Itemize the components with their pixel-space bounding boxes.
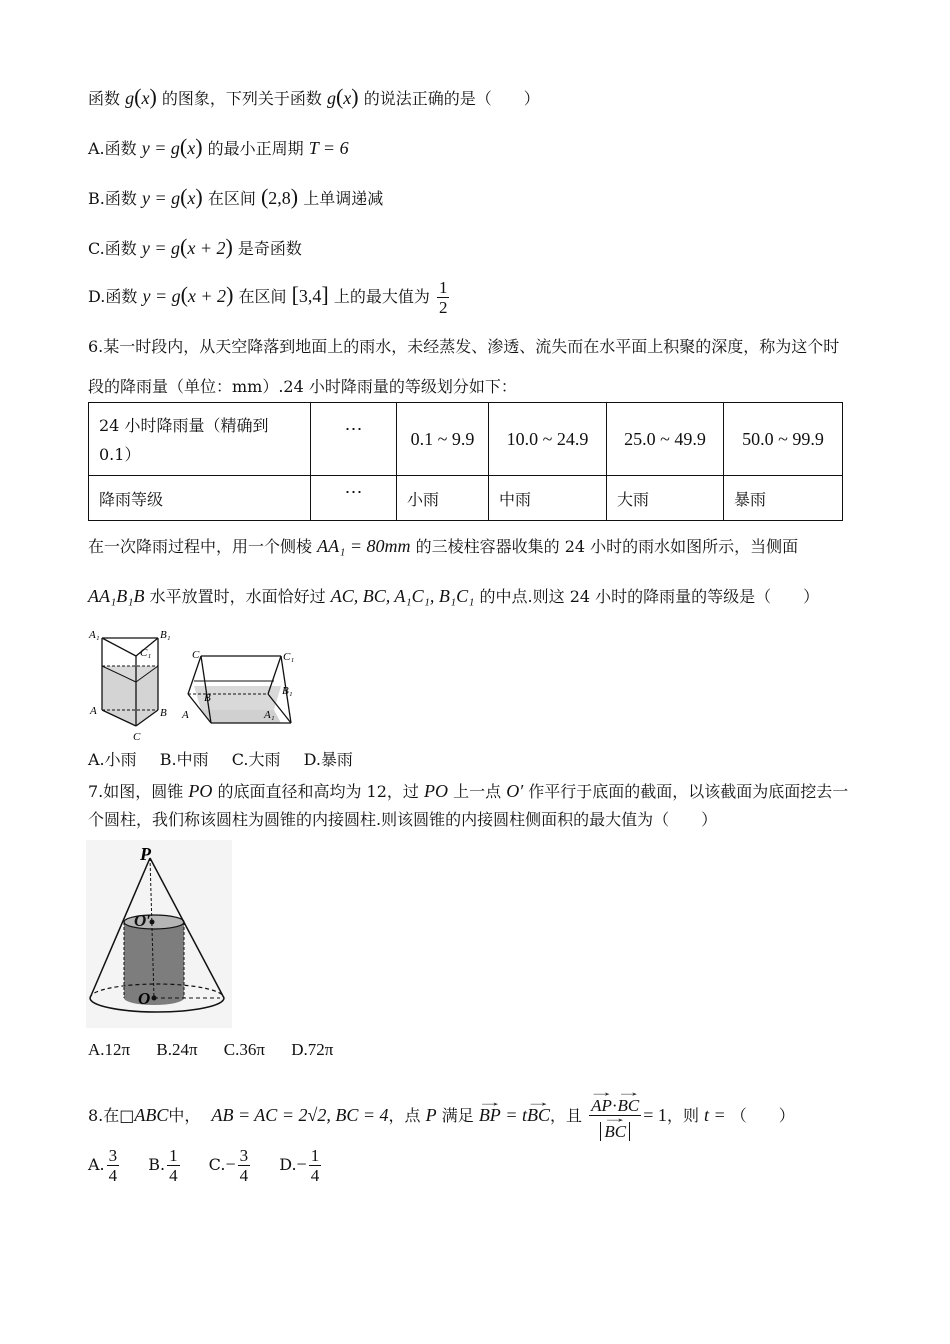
label-o-prime: O′ — [134, 911, 152, 930]
rainfall-table — [88, 402, 843, 521]
q7-option-c[interactable]: C.36π — [223, 1040, 265, 1059]
label-a: A — [90, 705, 97, 717]
q5-option-a[interactable]: A.函数 y = g(x) 的最小正周期 T = 6 — [88, 134, 349, 159]
label-a-lying: A — [182, 709, 189, 721]
label-o: O — [138, 989, 151, 1008]
label-c1-lying: C₁ — [283, 651, 295, 663]
label-b1: B₁ — [160, 629, 171, 641]
label-b-lying: B — [204, 692, 211, 704]
q6-option-c[interactable]: C.大雨 — [231, 750, 281, 769]
label-c: C — [133, 731, 141, 743]
q7-stem-line1: 7.如图，圆锥 PO 的底面直径和高均为 12，过 PO 上一点 O′ 作平行于底面的截面，以该截面为底面挖去一 — [88, 781, 849, 801]
q6-stem-line2: 段的降雨量（单位：mm）.24 小时降雨量的等级划分如下： — [88, 377, 517, 396]
q8-stem: 8.在□ABC中， AB = AC = 2√2, BC = 4，点 P 满足 → BP = t→ BC，且 → AP·→ BC → BC = 1，则 t = （ ） — [88, 1092, 795, 1141]
q8-options — [88, 1144, 323, 1185]
q6-stem-line4: AA₁B₁B 水平放置时，水面恰好过 AC, BC, A₁C₁, B₁C₁ 的中点.则这 24 小时的降雨量的等级是（ ） — [88, 586, 820, 606]
q7-option-b[interactable]: B.24π — [156, 1040, 198, 1059]
q6-option-b[interactable]: B.中雨 — [159, 750, 209, 769]
q7-stem-line2: 个圆柱，我们称该圆柱为圆锥的内接圆柱.则该圆锥的内接圆柱侧面积的最大值为（ ） — [88, 810, 718, 829]
cone-figure — [86, 840, 232, 1028]
q6-stem-line3: 在一次降雨过程中，用一个侧棱 AA₁ = 80mm 的三棱柱容器收集的 24 小时的雨水如图所示，当侧面 — [88, 536, 799, 556]
q6-options — [88, 749, 353, 771]
q8-option-a[interactable]: A. $\frac{3}{4}$ — [88, 1146, 118, 1185]
label-a1: A₁ — [89, 629, 100, 641]
label-c1: C₁ — [140, 647, 152, 659]
q6-option-a[interactable]: A.小雨 — [88, 750, 137, 769]
table-row: 降雨等级 ⋯ 小雨 中雨 大雨 暴雨 — [89, 476, 843, 521]
q5-option-c[interactable]: C.函数 y = g(x + 2) 是奇函数 — [88, 234, 302, 259]
q7-option-a[interactable]: A.12π — [88, 1040, 131, 1059]
q5-stem: 函数 g(x) 的图象，下列关于函数 g(x) 的说法正确的是（ ） — [88, 84, 540, 109]
q8-option-d[interactable]: D.− $\frac{1}{4}$ — [279, 1146, 320, 1185]
q8-option-c[interactable]: C.− $\frac{3}{4}$ — [208, 1146, 249, 1185]
q7-option-d[interactable]: D.72π — [291, 1040, 334, 1059]
q5-d-fraction: $\frac{1}{2}$ — [438, 278, 448, 317]
q6-stem-line1: 6.某一时段内，从天空降落到地面上的雨水，未经蒸发、渗透、流失而在水平面上积聚的深度，称为这个时 — [88, 337, 840, 356]
q5-gx-2: g(x) — [326, 84, 359, 109]
q6-option-d[interactable]: D.暴雨 — [303, 750, 353, 769]
label-c-lying: C — [192, 649, 200, 661]
q7-options — [88, 1039, 333, 1061]
label-b: B — [160, 707, 167, 719]
label-p: P — [140, 844, 151, 864]
q5-option-b[interactable]: B.函数 y = g(x) 在区间 (2,8) 上单调递减 — [88, 184, 384, 209]
q5-gx: g(x) — [125, 84, 157, 109]
q8-option-b[interactable]: B. $\frac{1}{4}$ — [148, 1146, 178, 1185]
table-row: 24 小时降雨量（精确到 0.1） ⋯ 0.1 ~ 9.9 10.0 ~ 24.9 25.0 ~ 49.9 50.0 ~ 99.9 — [89, 403, 843, 476]
table-header-rainfall: 24 小时降雨量（精确到 0.1） — [89, 403, 311, 476]
label-b1-lying: B₁ — [282, 685, 293, 697]
q8-fraction: → AP·→ BC → BC — [589, 1092, 641, 1141]
label-a1-lying: A₁ — [264, 709, 275, 721]
prism-figures — [86, 626, 301, 744]
q5-option-d[interactable]: D.函数 y = g(x + 2) 在区间 [3,4] 上的最大值为 $\frac{1}{2}$ — [88, 278, 448, 317]
